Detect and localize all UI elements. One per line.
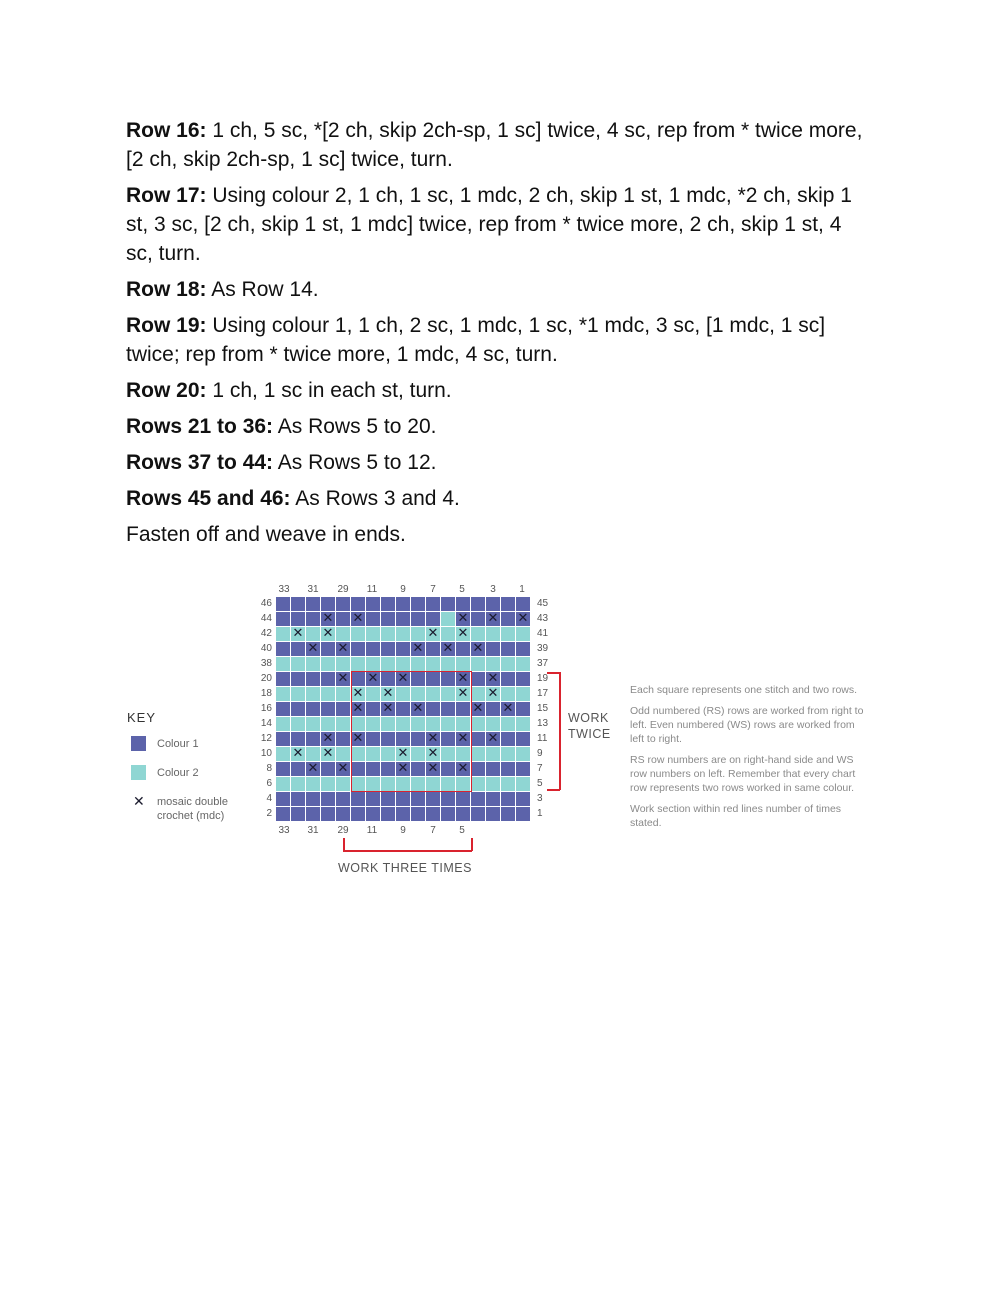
chart-cell — [501, 687, 515, 701]
chart-cell — [486, 717, 500, 731]
chart-cell — [321, 777, 335, 791]
chart-cell — [381, 597, 395, 611]
mdc-mark: ✕ — [517, 611, 529, 626]
chart-cell — [291, 642, 305, 656]
chart-cell — [486, 807, 500, 821]
chart-cell — [516, 732, 530, 746]
chart-col-number-bottom: 11 — [366, 825, 378, 836]
chart-cell — [471, 717, 485, 731]
chart-cell — [276, 747, 290, 761]
chart-cell — [336, 777, 350, 791]
chart-col-number-bottom: 9 — [400, 825, 406, 836]
mdc-mark: ✕ — [442, 641, 454, 656]
chart-cell — [336, 657, 350, 671]
chart-cell — [486, 762, 500, 776]
chart-cell — [516, 627, 530, 641]
mdc-mark: ✕ — [397, 671, 409, 686]
work-twice-bracket-side — [559, 672, 561, 790]
chart-cell — [426, 612, 440, 626]
chart-cell — [411, 792, 425, 806]
mdc-mark: ✕ — [337, 671, 349, 686]
chart-col-number: 9 — [400, 584, 406, 595]
mdc-mark: ✕ — [457, 671, 469, 686]
chart-cell — [306, 612, 320, 626]
chart-cell — [321, 687, 335, 701]
chart-cell — [291, 687, 305, 701]
chart-cell — [336, 717, 350, 731]
chart-cell — [366, 627, 380, 641]
chart-cell — [411, 657, 425, 671]
chart-cell — [336, 627, 350, 641]
work-three-times-bracket-left — [343, 838, 345, 851]
chart-cell — [486, 702, 500, 716]
chart-cell — [456, 792, 470, 806]
chart-col-number: 31 — [307, 584, 319, 595]
chart-cell — [471, 627, 485, 641]
chart-cell — [291, 807, 305, 821]
chart-cell — [471, 732, 485, 746]
chart-cell — [456, 597, 470, 611]
chart-cell — [291, 732, 305, 746]
chart-row-number-ws: 18 — [260, 688, 272, 699]
mdc-mark: ✕ — [457, 731, 469, 746]
chart-col-number-bottom: 29 — [337, 825, 349, 836]
chart-cell — [486, 747, 500, 761]
repeat-section-box — [351, 671, 472, 792]
mdc-mark: ✕ — [472, 641, 484, 656]
chart-cell — [471, 687, 485, 701]
chart-cell — [396, 627, 410, 641]
chart-cell — [366, 597, 380, 611]
chart-cell — [441, 597, 455, 611]
chart-cell — [426, 657, 440, 671]
chart-cell — [381, 657, 395, 671]
chart-row-number-ws: 44 — [260, 613, 272, 624]
note-2: Odd numbered (RS) rows are worked from right to left. Even numbered (WS) rows are worked from left to right. — [630, 705, 864, 745]
chart-row-number-rs: 3 — [537, 793, 543, 804]
chart-cell — [276, 642, 290, 656]
chart-cell — [351, 792, 365, 806]
chart-row-number-rs: 41 — [537, 628, 549, 639]
chart-cell — [471, 657, 485, 671]
chart-cell — [516, 807, 530, 821]
chart-cell — [306, 672, 320, 686]
chart-col-number: 7 — [430, 584, 436, 595]
chart-cell — [471, 792, 485, 806]
chart-cell — [321, 792, 335, 806]
chart-cell — [366, 792, 380, 806]
chart-cell — [291, 717, 305, 731]
pattern-instructions — [126, 116, 871, 556]
chart-cell — [516, 777, 530, 791]
chart-cell — [306, 702, 320, 716]
chart-row-number-rs: 15 — [537, 703, 549, 714]
mdc-mark: ✕ — [337, 761, 349, 776]
chart-cell — [471, 747, 485, 761]
chart-cell — [396, 807, 410, 821]
chart-col-number-bottom: 7 — [430, 825, 436, 836]
chart-cell — [411, 597, 425, 611]
chart-cell — [381, 612, 395, 626]
instruction-row-16: Row 16: 1 ch, 5 sc, *[2 ch, skip 2ch-sp, 1 sc] twice, 4 sc, rep from * twice more, [2 ch, skip 2ch-sp, 1 sc] twice, turn. — [126, 119, 863, 171]
chart-cell — [411, 807, 425, 821]
chart-cell — [351, 642, 365, 656]
chart-cell — [276, 657, 290, 671]
colour2-label: Colour 2 — [157, 767, 199, 779]
mdc-mark: ✕ — [382, 701, 394, 716]
colour2-swatch — [131, 765, 146, 780]
key-title: KEY — [127, 710, 157, 725]
chart-col-number-bottom: 31 — [307, 825, 319, 836]
mdc-mark: ✕ — [472, 701, 484, 716]
chart-cell — [321, 672, 335, 686]
mdc-mark: ✕ — [322, 731, 334, 746]
chart-cell — [306, 687, 320, 701]
mdc-mark: ✕ — [412, 641, 424, 656]
chart-cell — [441, 627, 455, 641]
colour1-label: Colour 1 — [157, 738, 199, 750]
mdc-mark: ✕ — [457, 686, 469, 701]
chart-cell — [291, 657, 305, 671]
chart-cell — [501, 597, 515, 611]
chart-cell — [321, 642, 335, 656]
chart-cell — [411, 627, 425, 641]
chart-cell — [321, 702, 335, 716]
chart-cell — [321, 657, 335, 671]
chart-row-number-rs: 17 — [537, 688, 549, 699]
chart-cell — [351, 807, 365, 821]
chart-cell — [516, 657, 530, 671]
mdc-mark: ✕ — [457, 626, 469, 641]
chart-cell — [501, 627, 515, 641]
chart-cell — [516, 687, 530, 701]
chart-cell — [351, 597, 365, 611]
chart-cell — [471, 807, 485, 821]
chart-row-number-rs: 43 — [537, 613, 549, 624]
chart-col-number-bottom: 5 — [459, 825, 465, 836]
chart-col-number: 5 — [459, 584, 465, 595]
chart-cell — [426, 792, 440, 806]
mdc-mark: ✕ — [322, 746, 334, 761]
mdc-mark: ✕ — [487, 611, 499, 626]
mdc-mark: ✕ — [502, 701, 514, 716]
chart-row-number-rs: 45 — [537, 598, 549, 609]
chart-col-number: 11 — [366, 584, 378, 595]
mdc-mark: ✕ — [367, 671, 379, 686]
chart-cell — [501, 672, 515, 686]
mdc-mark: ✕ — [427, 761, 439, 776]
chart-row-number-rs: 39 — [537, 643, 549, 654]
chart-cell — [516, 717, 530, 731]
chart-row-number-ws: 42 — [260, 628, 272, 639]
chart-cell — [291, 762, 305, 776]
mdc-mark: ✕ — [322, 611, 334, 626]
chart-row-number-rs: 37 — [537, 658, 549, 669]
instruction-row-18: Row 18: As Row 14. — [126, 278, 319, 301]
chart-cell — [336, 702, 350, 716]
work-three-times-bracket-bottom — [343, 850, 472, 852]
chart-cell — [396, 597, 410, 611]
chart-cell — [321, 717, 335, 731]
chart-cell — [486, 627, 500, 641]
chart-cell — [486, 792, 500, 806]
mdc-mark: ✕ — [352, 686, 364, 701]
chart-row-number-ws: 40 — [260, 643, 272, 654]
chart-row-number-rs: 19 — [537, 673, 549, 684]
chart-row-number-rs: 13 — [537, 718, 549, 729]
chart-cell — [306, 657, 320, 671]
mdc-mark: ✕ — [457, 611, 469, 626]
chart-cell — [501, 732, 515, 746]
chart-cell — [516, 672, 530, 686]
chart-cell — [321, 597, 335, 611]
chart-cell — [306, 597, 320, 611]
chart-cell — [456, 807, 470, 821]
note-1: Each square represents one stitch and two rows. — [630, 684, 858, 696]
chart-cell — [276, 732, 290, 746]
chart-cell — [306, 717, 320, 731]
chart-cell — [306, 747, 320, 761]
chart-cell — [336, 732, 350, 746]
chart-row-number-rs: 5 — [537, 778, 543, 789]
chart-cell — [486, 597, 500, 611]
chart-cell — [516, 642, 530, 656]
note-4: Work section within red lines number of times stated. — [630, 803, 842, 829]
chart-cell — [291, 777, 305, 791]
chart-cell — [516, 762, 530, 776]
chart-cell — [516, 747, 530, 761]
chart-cell — [306, 777, 320, 791]
chart-cell — [366, 807, 380, 821]
chart-cell — [381, 792, 395, 806]
chart-cell — [276, 627, 290, 641]
chart-cell — [291, 792, 305, 806]
chart-row-number-ws: 12 — [260, 733, 272, 744]
work-twice-label: WORK TWICE — [568, 711, 611, 741]
mdc-mark: ✕ — [397, 761, 409, 776]
mdc-mark: ✕ — [382, 686, 394, 701]
chart-row-number-ws: 16 — [260, 703, 272, 714]
chart-cell — [336, 747, 350, 761]
chart-cell — [366, 612, 380, 626]
chart-cell — [396, 642, 410, 656]
chart-cell — [471, 762, 485, 776]
note-3: RS row numbers are on right-hand side and WS row numbers on left. Remember that every chart row represents two rows worked in same colour. — [630, 754, 856, 794]
chart-cell — [516, 597, 530, 611]
chart-cell — [381, 627, 395, 641]
mdc-mark: ✕ — [352, 731, 364, 746]
chart-cell — [501, 807, 515, 821]
chart-cell — [426, 642, 440, 656]
chart-cell — [516, 792, 530, 806]
chart-cell — [456, 642, 470, 656]
chart-cell — [516, 702, 530, 716]
chart-cell — [351, 627, 365, 641]
mdc-mark: ✕ — [412, 701, 424, 716]
chart-cell — [501, 762, 515, 776]
mdc-mark: ✕ — [487, 671, 499, 686]
chart-cell — [336, 597, 350, 611]
chart-cell — [276, 762, 290, 776]
chart-cell — [336, 792, 350, 806]
chart-cell — [486, 657, 500, 671]
chart-cell — [366, 657, 380, 671]
chart-cell — [426, 807, 440, 821]
mdc-mark: ✕ — [307, 761, 319, 776]
chart-cell — [276, 672, 290, 686]
chart-cell — [501, 612, 515, 626]
chart-cell — [471, 612, 485, 626]
chart-cell — [441, 807, 455, 821]
mdc-mark: ✕ — [352, 701, 364, 716]
chart-cell — [426, 597, 440, 611]
mdc-mark: ✕ — [337, 641, 349, 656]
chart-row-number-rs: 9 — [537, 748, 543, 759]
chart-cell — [276, 702, 290, 716]
chart-cell — [306, 627, 320, 641]
chart-row-number-ws: 14 — [260, 718, 272, 729]
chart-cell — [306, 732, 320, 746]
chart-cell — [501, 777, 515, 791]
chart-cell — [336, 612, 350, 626]
chart-cell — [441, 612, 455, 626]
mdc-mark: ✕ — [397, 746, 409, 761]
chart-cell — [276, 792, 290, 806]
instruction-fasten-off: Fasten off and weave in ends. — [126, 523, 406, 546]
chart-cell — [336, 687, 350, 701]
chart-cell — [441, 792, 455, 806]
chart-row-number-ws: 20 — [260, 673, 272, 684]
chart-cell — [336, 807, 350, 821]
chart-col-number-bottom: 33 — [278, 825, 290, 836]
chart-cell — [486, 642, 500, 656]
mdc-mark: ✕ — [487, 686, 499, 701]
work-twice-bracket-bottom — [547, 789, 560, 791]
mdc-mark: ✕ — [457, 761, 469, 776]
chart-cell — [441, 657, 455, 671]
work-three-times-bracket-right — [471, 838, 473, 851]
chart-cell — [291, 612, 305, 626]
mdc-mark: ✕ — [487, 731, 499, 746]
colour1-swatch — [131, 736, 146, 751]
chart-row-number-ws: 8 — [266, 763, 272, 774]
chart-col-number: 1 — [519, 584, 525, 595]
chart-cell — [291, 672, 305, 686]
chart-cell — [381, 642, 395, 656]
chart-row-number-rs: 7 — [537, 763, 543, 774]
chart-cell — [501, 657, 515, 671]
chart-cell — [321, 807, 335, 821]
chart-cell — [396, 612, 410, 626]
chart-cell — [456, 657, 470, 671]
instruction-rows-37-44: Rows 37 to 44: As Rows 5 to 12. — [126, 451, 437, 474]
mdc-mark: ✕ — [427, 626, 439, 641]
chart-cell — [381, 807, 395, 821]
instruction-rows-21-36: Rows 21 to 36: As Rows 5 to 20. — [126, 415, 437, 438]
chart-row-number-rs: 1 — [537, 808, 543, 819]
chart-cell — [396, 657, 410, 671]
mdc-mark: ✕ — [352, 611, 364, 626]
mdc-mark: ✕ — [307, 641, 319, 656]
chart-cell — [276, 687, 290, 701]
chart-cell — [411, 612, 425, 626]
chart-cell — [396, 792, 410, 806]
chart-cell — [276, 597, 290, 611]
chart-row-number-ws: 38 — [260, 658, 272, 669]
instruction-row-17: Row 17: Using colour 2, 1 ch, 1 sc, 1 mdc, 2 ch, skip 1 st, 1 mdc, *2 ch, skip 1 st, 3 sc, [2 ch, skip 1 st, 1 mdc] twice, rep from * twice more, 2 ch, skip 1 st, 4 sc, turn. — [126, 184, 852, 265]
instruction-row-19: Row 19: Using colour 1, 1 ch, 2 sc, 1 mdc, 1 sc, *1 mdc, 3 sc, [1 mdc, 1 sc] twice; rep from * twice more, 1 mdc, 4 sc, turn. — [126, 314, 826, 366]
chart-col-number: 3 — [490, 584, 496, 595]
chart-cell — [291, 597, 305, 611]
chart-cell — [471, 777, 485, 791]
chart-cell — [366, 642, 380, 656]
mdc-mark: ✕ — [322, 626, 334, 641]
chart-cell — [471, 597, 485, 611]
chart-row-number-rs: 11 — [537, 733, 548, 744]
chart-cell — [276, 717, 290, 731]
chart-col-number: 33 — [278, 584, 290, 595]
instruction-row-20: Row 20: 1 ch, 1 sc in each st, turn. — [126, 379, 452, 402]
chart-row-number-ws: 46 — [260, 598, 272, 609]
chart-cell — [321, 762, 335, 776]
chart-notes — [630, 683, 865, 837]
work-three-times-label: WORK THREE TIMES — [338, 861, 472, 875]
chart-row-number-ws: 2 — [266, 808, 272, 819]
chart-cell — [306, 807, 320, 821]
chart-row-number-ws: 4 — [266, 793, 272, 804]
chart-cell — [276, 612, 290, 626]
chart-cell — [471, 672, 485, 686]
chart-cell — [276, 777, 290, 791]
chart-row-number-ws: 10 — [260, 748, 272, 759]
chart-cell — [291, 702, 305, 716]
mdc-x-icon: ✕ — [133, 794, 145, 810]
chart-cell — [501, 642, 515, 656]
chart-cell — [501, 792, 515, 806]
chart-cell — [486, 777, 500, 791]
chart-col-number: 29 — [337, 584, 349, 595]
mdc-mark: ✕ — [292, 746, 304, 761]
chart-cell — [501, 747, 515, 761]
chart-row-number-ws: 6 — [266, 778, 272, 789]
chart-cell — [501, 717, 515, 731]
chart-cell — [276, 807, 290, 821]
chart-cell — [306, 792, 320, 806]
chart-cell — [351, 657, 365, 671]
mdc-mark: ✕ — [427, 731, 439, 746]
mdc-mark: ✕ — [292, 626, 304, 641]
instruction-rows-45-46: Rows 45 and 46: As Rows 3 and 4. — [126, 487, 460, 510]
mdc-mark: ✕ — [427, 746, 439, 761]
mdc-label: mosaic double crochet (mdc) — [157, 796, 228, 822]
